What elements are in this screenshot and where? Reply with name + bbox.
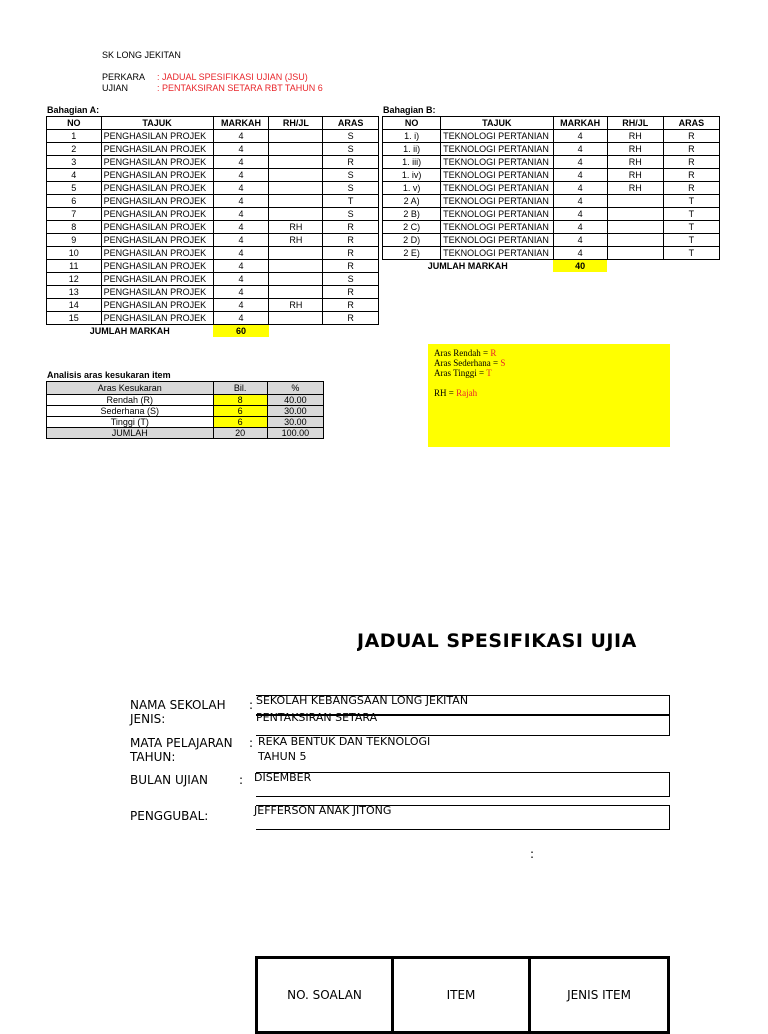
table-cell: 4 <box>213 273 269 286</box>
mata-pelajaran-value: REKA BENTUK DAN TEKNOLOGI <box>258 735 431 748</box>
legend-label: Aras Tinggi = <box>434 368 487 378</box>
table-cell: R <box>663 169 719 182</box>
table-row <box>47 417 324 428</box>
table-cell: T <box>663 221 719 234</box>
ujian-label: UJIAN <box>102 83 129 93</box>
table-cell <box>607 208 663 221</box>
empty-cell <box>607 260 719 273</box>
jenis-value: PENTAKSIRAN SETARA <box>256 711 378 724</box>
table-cell: 13 <box>47 286 102 299</box>
perkara-value: : JADUAL SPESIFIKASI UJIAN (JSU) <box>157 72 308 82</box>
table-cell: 30.00 <box>267 417 323 428</box>
table-cell: R <box>323 312 379 325</box>
table-cell: 4 <box>213 286 269 299</box>
col-jenis-item: JENIS ITEM <box>530 958 669 1033</box>
table-cell: PENGHASILAN PROJEK <box>101 208 213 221</box>
aras-legend <box>428 344 670 447</box>
table-cell: R <box>323 247 379 260</box>
penggubal-value: JEFFERSON ANAK JITONG <box>254 804 392 817</box>
table-cell: R <box>663 156 719 169</box>
table-row <box>383 195 720 208</box>
total-row <box>383 260 720 273</box>
table-cell: 4 <box>213 182 269 195</box>
table-cell: 4 <box>553 247 607 260</box>
table-cell: 9 <box>47 234 102 247</box>
table-cell: T <box>323 195 379 208</box>
table-cell: 40.00 <box>267 395 323 406</box>
table-cell: T <box>663 234 719 247</box>
table-row <box>47 143 379 156</box>
empty-cell <box>269 325 379 338</box>
table-cell: 1. iii) <box>383 156 441 169</box>
table-row <box>47 312 379 325</box>
table-cell: TEKNOLOGI PERTANIAN <box>441 182 553 195</box>
table-row <box>383 130 720 143</box>
bahagian-b-table <box>382 116 720 272</box>
table-cell: PENGHASILAN PROJEK <box>101 182 213 195</box>
table-cell: T <box>663 247 719 260</box>
table-cell: 4 <box>553 221 607 234</box>
table-cell: 4 <box>553 169 607 182</box>
ujian-value: : PENTAKSIRAN SETARA RBT TAHUN 6 <box>157 83 323 93</box>
table-cell: Rendah (R) <box>47 395 214 406</box>
column-header: % <box>267 382 323 395</box>
table-cell: R <box>663 182 719 195</box>
table-cell: S <box>323 169 379 182</box>
table-row <box>47 395 324 406</box>
table-row <box>47 195 379 208</box>
table-cell: 14 <box>47 299 102 312</box>
table-cell: 4 <box>213 312 269 325</box>
table-cell <box>269 247 323 260</box>
perkara-label: PERKARA <box>102 72 146 82</box>
table-cell: 2 C) <box>383 221 441 234</box>
nama-sekolah-label: NAMA SEKOLAH <box>130 698 226 712</box>
table-cell: 2 D) <box>383 234 441 247</box>
table-cell <box>269 273 323 286</box>
table-cell: PENGHASILAN PROJEK <box>101 260 213 273</box>
table-cell <box>269 156 323 169</box>
table-cell: 2 A) <box>383 195 441 208</box>
table-cell: TEKNOLOGI PERTANIAN <box>441 234 553 247</box>
table-cell: 4 <box>213 143 269 156</box>
table-cell <box>269 195 323 208</box>
field-line <box>256 829 670 830</box>
table-cell: 6 <box>213 417 267 428</box>
table-row <box>383 208 720 221</box>
table-cell <box>269 143 323 156</box>
table-cell <box>607 234 663 247</box>
field-box-edge <box>669 805 670 829</box>
table-cell: RH <box>269 234 323 247</box>
table-cell: S <box>323 208 379 221</box>
table-cell: 4 <box>213 156 269 169</box>
table-cell: R <box>323 286 379 299</box>
table-cell: S <box>323 182 379 195</box>
stray-colon: : <box>530 847 535 861</box>
table-cell: RH <box>607 143 663 156</box>
table-cell: TEKNOLOGI PERTANIAN <box>441 221 553 234</box>
column-header: Bil. <box>213 382 267 395</box>
table-cell: PENGHASILAN PROJEK <box>101 143 213 156</box>
table-cell: 1. i) <box>383 130 441 143</box>
bulan-ujian-label: BULAN UJIAN <box>130 773 209 787</box>
table-row <box>47 156 379 169</box>
table-cell: PENGHASILAN PROJEK <box>101 169 213 182</box>
analisis-table <box>46 381 324 439</box>
legend-line <box>434 358 664 368</box>
table-cell: 12 <box>47 273 102 286</box>
total-row <box>47 428 324 439</box>
table-row <box>47 273 379 286</box>
table-row <box>47 286 379 299</box>
legend-value: T <box>486 368 492 378</box>
legend-label: RH = <box>434 388 457 398</box>
table-cell: S <box>323 273 379 286</box>
analisis-title: Analisis aras kesukaran item <box>47 370 171 380</box>
table-row <box>47 130 379 143</box>
table-cell: RH <box>269 221 323 234</box>
table-row <box>383 143 720 156</box>
table-cell: 100.00 <box>267 428 323 439</box>
table-cell: Sederhana (S) <box>47 406 214 417</box>
table-row <box>383 182 720 195</box>
field-line <box>256 772 670 773</box>
table-cell <box>269 286 323 299</box>
form-title: JADUAL SPESIFIKASI UJIA <box>357 630 637 652</box>
total-row <box>47 325 379 338</box>
colon-3: : <box>239 773 244 787</box>
field-line <box>256 805 670 806</box>
col-no-soalan: NO. SOALAN <box>257 958 393 1033</box>
column-header: MARKAH <box>553 117 607 130</box>
table-cell: 3 <box>47 156 102 169</box>
legend-label: Aras Rendah = <box>434 348 491 358</box>
bulan-ujian-value: DISEMBER <box>254 771 312 784</box>
legend-line <box>434 388 664 398</box>
table-cell: R <box>663 143 719 156</box>
table-cell: 4 <box>553 156 607 169</box>
legend-line <box>434 368 664 378</box>
table-cell: R <box>323 260 379 273</box>
table-cell: R <box>323 221 379 234</box>
table-cell: 2 E) <box>383 247 441 260</box>
colon-2: : <box>249 736 254 750</box>
table-row <box>47 182 379 195</box>
table-row <box>383 234 720 247</box>
table-cell: 1. iv) <box>383 169 441 182</box>
table-cell: JUMLAH <box>47 428 214 439</box>
table-cell <box>269 208 323 221</box>
table-cell: TEKNOLOGI PERTANIAN <box>441 156 553 169</box>
table-row <box>47 208 379 221</box>
colon-1: : <box>249 698 254 712</box>
table-cell <box>269 130 323 143</box>
column-header: Aras Kesukaran <box>47 382 214 395</box>
column-header: ARAS <box>663 117 719 130</box>
column-header: RH/JL <box>269 117 323 130</box>
table-cell <box>607 195 663 208</box>
legend-line <box>434 348 664 358</box>
table-cell: PENGHASILAN PROJEK <box>101 221 213 234</box>
tahun-label: TAHUN: <box>130 750 176 764</box>
field-box-edge <box>669 772 670 796</box>
table-cell: R <box>323 156 379 169</box>
table-cell: 15 <box>47 312 102 325</box>
table-cell: PENGHASILAN PROJEK <box>101 234 213 247</box>
table-cell: 4 <box>213 195 269 208</box>
table-cell: 4 <box>213 130 269 143</box>
table-cell: 20 <box>213 428 267 439</box>
table-cell: 4 <box>213 169 269 182</box>
table-cell: 1 <box>47 130 102 143</box>
table-cell: R <box>323 234 379 247</box>
bahagian-a-title: Bahagian A: <box>47 105 100 115</box>
table-cell: PENGHASILAN PROJEK <box>101 312 213 325</box>
table-cell: TEKNOLOGI PERTANIAN <box>441 208 553 221</box>
column-header: MARKAH <box>213 117 269 130</box>
column-header: RH/JL <box>607 117 663 130</box>
table-row <box>47 299 379 312</box>
table-cell: T <box>663 208 719 221</box>
table-cell: 4 <box>213 208 269 221</box>
table-cell: 8 <box>213 395 267 406</box>
column-header: NO <box>383 117 441 130</box>
col-item: ITEM <box>393 958 530 1033</box>
table-cell: 4 <box>553 182 607 195</box>
table-cell: RH <box>607 182 663 195</box>
table-row <box>47 260 379 273</box>
table-cell: PENGHASILAN PROJEK <box>101 247 213 260</box>
tahun-value: TAHUN 5 <box>258 750 307 763</box>
total-label: JUMLAH MARKAH <box>427 261 508 271</box>
table-cell <box>607 221 663 234</box>
table-row <box>47 406 324 417</box>
field-line <box>256 714 670 716</box>
table-row <box>47 169 379 182</box>
legend-value: S <box>500 358 506 368</box>
table-cell: PENGHASILAN PROJEK <box>101 299 213 312</box>
field-box-edge <box>669 695 670 735</box>
table-cell: RH <box>607 130 663 143</box>
table-row <box>383 169 720 182</box>
mata-pelajaran-label: MATA PELAJARAN <box>130 736 233 750</box>
table-cell: 8 <box>47 221 102 234</box>
table-cell: 6 <box>47 195 102 208</box>
table-cell: RH <box>269 299 323 312</box>
field-line <box>256 796 670 797</box>
table-cell: PENGHASILAN PROJEK <box>101 273 213 286</box>
table-cell <box>269 312 323 325</box>
table-cell: 30.00 <box>267 406 323 417</box>
bahagian-a-table <box>46 116 379 337</box>
table-cell: PENGHASILAN PROJEK <box>101 130 213 143</box>
table-cell: 7 <box>47 208 102 221</box>
table-cell: T <box>663 195 719 208</box>
table-row <box>383 156 720 169</box>
soalan-table <box>255 956 670 1034</box>
penggubal-label: PENGGUBAL: <box>130 809 209 823</box>
table-cell: S <box>323 143 379 156</box>
total-value: 60 <box>213 325 269 338</box>
table-cell: 11 <box>47 260 102 273</box>
table-cell: TEKNOLOGI PERTANIAN <box>441 169 553 182</box>
table-row <box>47 234 379 247</box>
table-cell: 4 <box>553 130 607 143</box>
table-cell: 6 <box>213 406 267 417</box>
table-cell: Tinggi (T) <box>47 417 214 428</box>
column-header: NO <box>47 117 102 130</box>
jenis-label: JENIS: <box>130 712 166 726</box>
table-cell <box>269 182 323 195</box>
table-cell: 4 <box>213 299 269 312</box>
column-header: TAJUK <box>441 117 553 130</box>
total-value: 40 <box>553 260 607 273</box>
table-row <box>47 221 379 234</box>
table-cell: 4 <box>553 195 607 208</box>
table-cell: PENGHASILAN PROJEK <box>101 195 213 208</box>
table-cell: TEKNOLOGI PERTANIAN <box>441 195 553 208</box>
table-cell: TEKNOLOGI PERTANIAN <box>441 247 553 260</box>
table-cell: 10 <box>47 247 102 260</box>
table-cell: TEKNOLOGI PERTANIAN <box>441 130 553 143</box>
table-cell <box>607 247 663 260</box>
table-cell: S <box>323 130 379 143</box>
legend-value: R <box>490 348 497 358</box>
table-cell: 2 <box>47 143 102 156</box>
column-header: TAJUK <box>101 117 213 130</box>
table-cell: 2 B) <box>383 208 441 221</box>
table-cell: 1. ii) <box>383 143 441 156</box>
legend-value: Rajah <box>456 388 478 398</box>
table-cell: RH <box>607 169 663 182</box>
legend-spacer <box>434 378 664 388</box>
table-cell: TEKNOLOGI PERTANIAN <box>441 143 553 156</box>
table-cell: 4 <box>553 208 607 221</box>
table-cell: PENGHASILAN PROJEK <box>101 156 213 169</box>
table-cell <box>269 169 323 182</box>
table-cell: RH <box>607 156 663 169</box>
table-cell <box>269 260 323 273</box>
legend-label: Aras Sederhana = <box>434 358 501 368</box>
total-label: JUMLAH MARKAH <box>89 326 170 336</box>
table-cell: R <box>663 130 719 143</box>
table-cell: 4 <box>213 260 269 273</box>
table-cell: 4 <box>213 247 269 260</box>
bahagian-b-title: Bahagian B: <box>383 105 436 115</box>
table-cell: 4 <box>213 221 269 234</box>
table-row <box>383 221 720 234</box>
table-cell: 4 <box>47 169 102 182</box>
table-cell: 1. v) <box>383 182 441 195</box>
table-row <box>383 247 720 260</box>
table-cell: 5 <box>47 182 102 195</box>
column-header: ARAS <box>323 117 379 130</box>
school-name: SK LONG JEKITAN <box>102 50 181 60</box>
table-cell: 4 <box>213 234 269 247</box>
table-cell: R <box>323 299 379 312</box>
nama-sekolah-value: SEKOLAH KEBANGSAAN LONG JEKITAN <box>256 694 469 707</box>
field-line <box>256 695 670 696</box>
table-cell: PENGHASILAN PROJEK <box>101 286 213 299</box>
table-cell: 4 <box>553 143 607 156</box>
table-cell: 4 <box>553 234 607 247</box>
table-row <box>47 247 379 260</box>
